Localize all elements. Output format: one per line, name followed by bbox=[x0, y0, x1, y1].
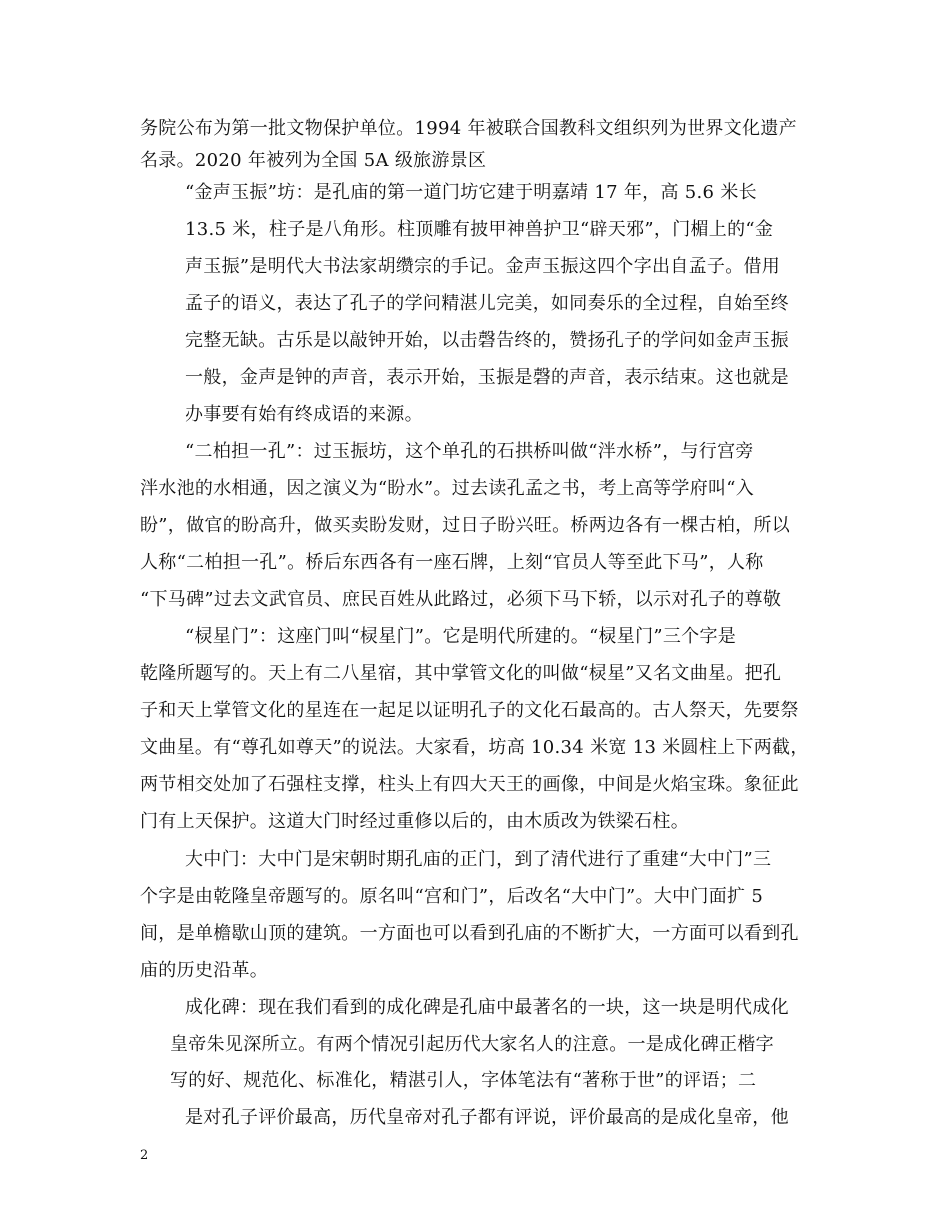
text-line: 两节相交处加了石强柱支撑，柱头上有四大天王的画像，中间是火焰宝珠。象征此 bbox=[140, 774, 799, 795]
text-line: 完整无缺。古乐是以敲钟开始，以击磬告终的，赞扬孔子的学问如金声玉振 bbox=[185, 330, 789, 351]
text-line: 泮水池的水相通，因之演义为“盼水”。过去读孔孟之书，考上高等学府叫“入 bbox=[140, 478, 755, 499]
text-line: 间，是单檐歇山顶的建筑。一方面也可以看到孔庙的不断扩大，一方面可以看到孔 bbox=[140, 923, 799, 944]
text-line: 声玉振”是明代大书法家胡缵宗的手记。金声玉振这四个字出自孟子。借用 bbox=[185, 256, 781, 277]
text-line: 文曲星。有“尊孔如尊天”的说法。大家看，坊高 10.34 米宽 13 米圆柱上下两截， bbox=[140, 737, 809, 758]
text-line: 办事要有始有终成语的来源。 bbox=[185, 404, 423, 425]
text-line: 皇帝朱见深所立。有两个情况引起历代大家名人的注意。一是成化碑正楷字 bbox=[170, 1034, 774, 1055]
text-line: 大中门：大中门是宋朝时期孔庙的正门，到了清代进行了重建“大中门”三 bbox=[185, 849, 772, 870]
text-line: 是对孔子评价最高，历代皇帝对孔子都有评说，评价最高的是成化皇帝，他 bbox=[185, 1107, 789, 1128]
text-line: 庙的历史沿革。 bbox=[140, 960, 269, 981]
text-line: 写的好、规范化、标准化，精湛引人，字体笔法有“著称于世”的评语；二 bbox=[170, 1070, 757, 1091]
text-line: 13.5 米，柱子是八角形。柱顶雕有披甲神兽护卫“辟天邪”，门楣上的“金 bbox=[185, 219, 774, 240]
text-line: “棂星门”：这座门叫“棂星门”。它是明代所建的。“棂星门”三个字是 bbox=[185, 626, 737, 647]
text-line: “二柏担一孔”：过玉振坊，这个单孔的石拱桥叫做“泮水桥”，与行宫旁 bbox=[185, 441, 754, 462]
text-line: 乾隆所题写的。天上有二八星宿，其中掌管文化的叫做“棂星”又名文曲星。把孔 bbox=[140, 663, 782, 684]
text-line: 子和天上掌管文化的星连在一起足以证明孔子的文化石最高的。古人祭天，先要祭 bbox=[140, 700, 799, 721]
text-line: 务院公布为第一批文物保护单位。1994 年被联合国教科文组织列为世界文化遗产 bbox=[140, 118, 797, 139]
page-number: 2 bbox=[140, 1148, 149, 1163]
text-line: “下马碑”过去文武官员、庶民百姓从此路过，必须下马下轿，以示对孔子的尊敬 bbox=[140, 589, 782, 610]
text-line: 个字是由乾隆皇帝题写的。原名叫“宫和门”，后改名“大中门”。大中门面扩 5 bbox=[140, 886, 764, 907]
text-line: 孟子的语义，表达了孔子的学问精湛儿完美，如同奏乐的全过程，自始至终 bbox=[185, 293, 789, 314]
text-line: 一般，金声是钟的声音，表示开始，玉振是磬的声音，表示结束。这也就是 bbox=[185, 367, 789, 388]
text-line: 成化碑：现在我们看到的成化碑是孔庙中最著名的一块，这一块是明代成化 bbox=[185, 997, 789, 1018]
text-line: 门有上天保护。这道大门时经过重修以后的，由木质改为铁梁石柱。 bbox=[140, 811, 689, 832]
text-line: 名录。2020 年被列为全国 5A 级旅游景区 bbox=[140, 150, 487, 171]
text-line: “金声玉振”坊：是孔庙的第一道门坊它建于明嘉靖 17 年，高 5.6 米长 bbox=[185, 182, 757, 203]
text-line: 人称“二柏担一孔”。桥后东西各有一座石牌，上刻“官员人等至此下马”，人称 bbox=[140, 552, 764, 573]
text-line: 盼”，做官的盼高升，做买卖盼发财，过日子盼兴旺。桥两边各有一棵古柏，所以 bbox=[140, 515, 790, 536]
